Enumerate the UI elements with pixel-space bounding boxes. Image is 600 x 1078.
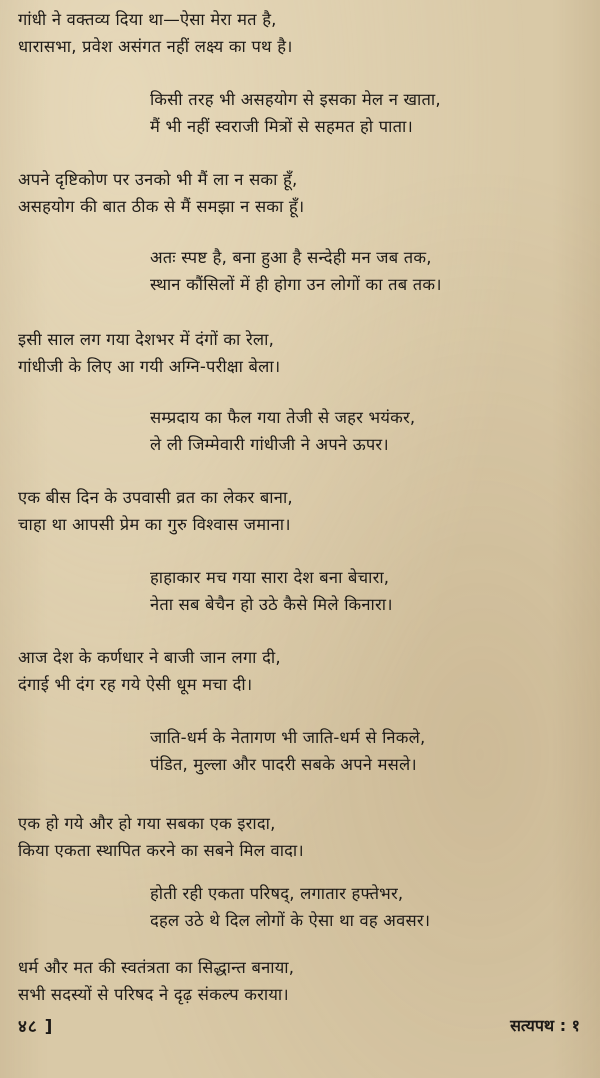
verse-line: पंडित, मुल्ला और पादरी सबके अपने मसले। xyxy=(150,755,417,774)
verse-line: होती रही एकता परिषद्, लगातार हफ्तेभर, xyxy=(150,884,404,903)
verse-line: दंगाई भी दंग रह गये ऐसी धूम मचा दी। xyxy=(18,675,253,694)
stanza-10 xyxy=(150,724,600,778)
stanza-12 xyxy=(150,880,600,934)
verse-line: सभी सदस्यों से परिषद ने दृढ़ संकल्प कराया। xyxy=(18,985,289,1004)
verse-line: स्थान कौंसिलों में ही होगा उन लोगों का तब तक। xyxy=(150,275,442,294)
footer-divider xyxy=(0,1004,600,1005)
stanza-5 xyxy=(18,326,600,380)
verse-line: जाति-धर्म के नेतागण भी जाति-धर्म से निकले, xyxy=(150,728,426,747)
verse-line: चाहा था आपसी प्रेम का गुरु विश्वास जमाना। xyxy=(18,515,291,534)
verse-line: धारासभा, प्रवेश असंगत नहीं लक्ष्य का पथ है। xyxy=(18,37,293,56)
stanza-7 xyxy=(18,484,600,538)
verse-line: हाहाकार मच गया सारा देश बना बेचारा, xyxy=(150,568,390,587)
verse-line: गांधीजी के लिए आ गयी अग्नि-परीक्षा बेला। xyxy=(18,357,281,376)
stanza-13 xyxy=(18,954,600,1008)
stanza-4 xyxy=(150,244,600,298)
verse-line: नेता सब बेचैन हो उठे कैसे मिले किनारा। xyxy=(150,595,393,614)
verse-line: धर्म और मत की स्वतंत्रता का सिद्धान्त बनाया, xyxy=(18,958,295,977)
verse-line: अतः स्पष्ट है, बना हुआ है सन्देही मन जब तक, xyxy=(150,248,432,267)
stanza-11 xyxy=(18,810,600,864)
stanza-2 xyxy=(150,86,600,140)
verse-line: एक हो गये और हो गया सबका एक इरादा, xyxy=(18,814,276,833)
page-number: ४८ ] xyxy=(18,1017,54,1037)
verse-line: किया एकता स्थापित करने का सबने मिल वादा। xyxy=(18,841,304,860)
verse-line: असहयोग की बात ठीक से मैं समझा न सका हूँ। xyxy=(18,197,305,216)
stanza-1 xyxy=(18,6,600,60)
verse-line: गांधी ने वक्तव्य दिया था—ऐसा मेरा मत है, xyxy=(18,10,277,29)
stanza-9 xyxy=(18,644,600,698)
stanza-3 xyxy=(18,166,600,220)
verse-line: मैं भी नहीं स्वराजी मित्रों से सहमत हो पाता। xyxy=(150,117,413,136)
verse-line: ले ली जिम्मेवारी गांधीजी ने अपने ऊपर। xyxy=(150,435,389,454)
verse-line: सम्प्रदाय का फैल गया तेजी से जहर भयंकर, xyxy=(150,408,416,427)
verse-line: दहल उठे थे दिल लोगों के ऐसा था वह अवसर। xyxy=(150,911,431,930)
verse-line: आज देश के कर्णधार ने बाजी जान लगा दी, xyxy=(18,648,281,667)
verse-line: एक बीस दिन के उपवासी व्रत का लेकर बाना, xyxy=(18,488,293,507)
verse-line: अपने दृष्टिकोण पर उनको भी मैं ला न सका हूँ, xyxy=(18,170,298,189)
verse-line: इसी साल लग गया देशभर में दंगों का रेला, xyxy=(18,330,275,349)
stanza-8 xyxy=(150,564,600,618)
verse-line: किसी तरह भी असहयोग से इसका मेल न खाता, xyxy=(150,90,441,109)
running-title: सत्यपथ : १ xyxy=(510,1016,580,1035)
stanza-6 xyxy=(150,404,600,458)
